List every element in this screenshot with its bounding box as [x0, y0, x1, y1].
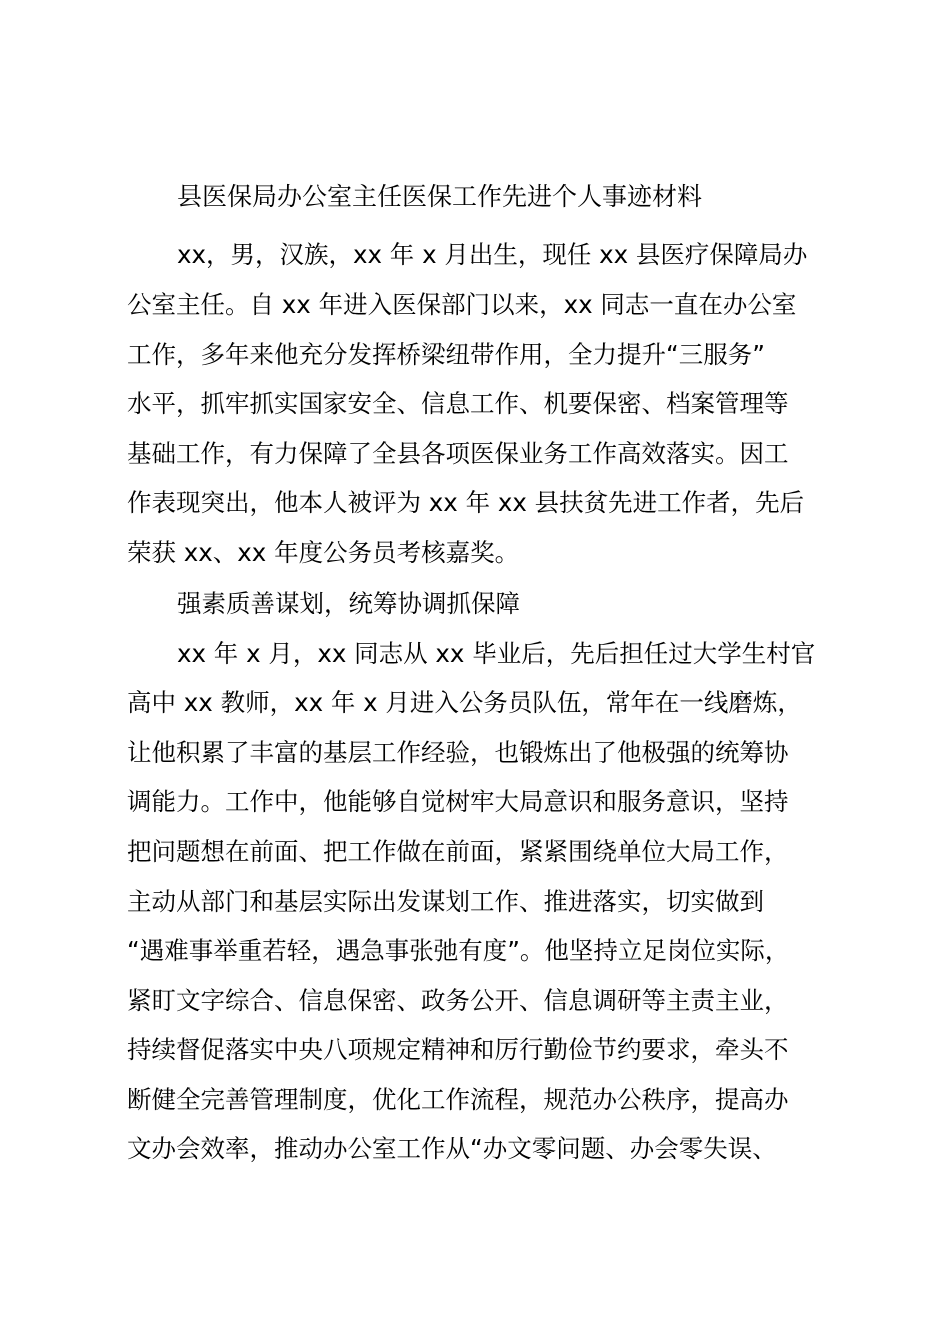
paragraph-line: 主动从部门和基层实际出发谋划工作、推进落实，切实做到	[127, 887, 764, 916]
paragraph-line: 工作，多年来他充分发挥桥梁纽带作用，全力提升“三服务”	[127, 340, 765, 369]
paragraph-line: 高中 xx 教师，xx 年 x 月进入公务员队伍，常年在一线磨炼，	[127, 688, 802, 717]
paragraph-line: “遇难事举重若轻，遇急事张弛有度”。他坚持立足岗位实际，	[127, 936, 790, 965]
paragraph-line: 基础工作，有力保障了全县各项医保业务工作高效落实。因工	[127, 439, 789, 468]
paragraph-line: 把问题想在前面、把工作做在前面，紧紧围绕单位大局工作，	[127, 837, 789, 866]
paragraph-line: 荣获 xx、xx 年度公务员考核嘉奖。	[127, 538, 520, 567]
section-heading: 强素质善谋划，统筹协调抓保障	[177, 589, 520, 618]
paragraph-line: 水平，抓牢抓实国家安全、信息工作、机要保密、档案管理等	[127, 389, 789, 418]
paragraph-line: 让他积累了丰富的基层工作经验，也锻炼出了他极强的统筹协	[127, 738, 789, 767]
paragraph-line: 断健全完善管理制度，优化工作流程，规范办公秩序，提高办	[127, 1085, 789, 1114]
paragraph-line: 持续督促落实中央八项规定精神和厉行勤俭节约要求，牵头不	[127, 1035, 789, 1064]
paragraph-line: xx，男，汉族，xx 年 x 月出生，现任 xx 县医疗保障局办	[177, 240, 808, 269]
paragraph-line: 公室主任。自 xx 年进入医保部门以来，xx 同志一直在办公室	[127, 290, 797, 319]
paragraph-line: 作表现突出，他本人被评为 xx 年 xx 县扶贫先进工作者，先后	[127, 488, 805, 517]
paragraph-line: xx 年 x 月，xx 同志从 xx 毕业后，先后担任过大学生村官	[177, 639, 816, 668]
document-title: 县医保局办公室主任医保工作先进个人事迹材料	[177, 182, 703, 211]
paragraph-line: 文办会效率，推动办公室工作从“办文零问题、办会零失误、	[127, 1134, 777, 1163]
paragraph-line: 调能力。工作中，他能够自觉树牢大局意识和服务意识，坚持	[127, 787, 789, 816]
paragraph-line: 紧盯文字综合、信息保密、政务公开、信息调研等主责主业，	[127, 986, 789, 1015]
